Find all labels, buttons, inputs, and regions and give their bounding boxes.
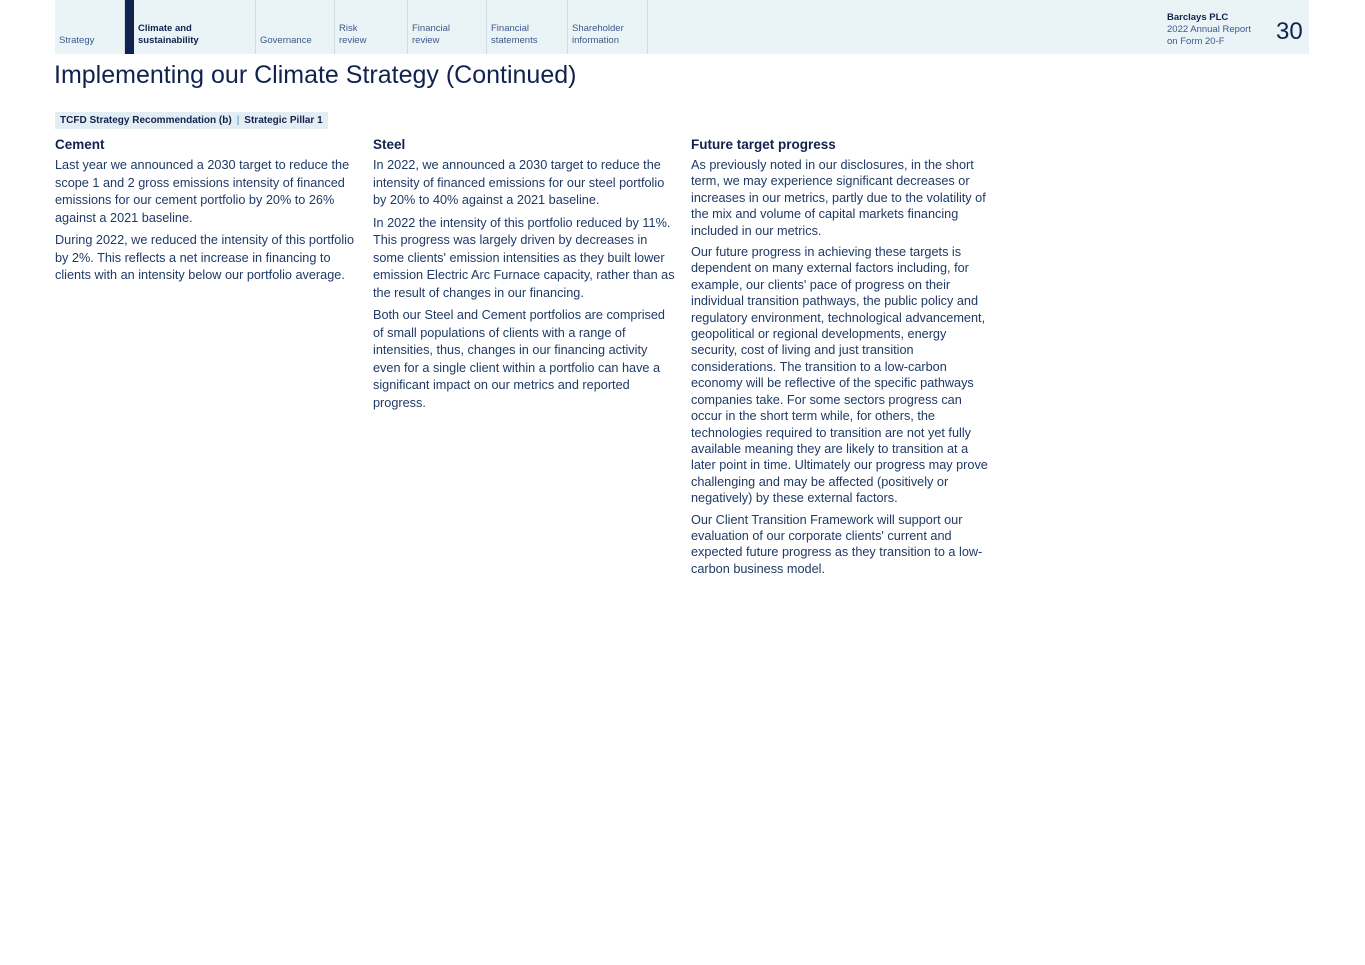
tag-separator: | — [236, 115, 240, 126]
section-navigation-bar — [55, 0, 1309, 54]
steel-heading: Steel — [373, 137, 406, 152]
report-title-line2: on Form 20-F — [1167, 36, 1225, 47]
future-target-progress-heading: Future target progress — [691, 137, 836, 152]
cement-column — [55, 136, 357, 290]
steel-paragraph-2: In 2022 the intensity of this portfolio reduced by 11%. This progress was largely driven by decreases in some clients' emission intensities as they built lower emission Electric Arc Furnace capacity, rather than as the result of changes in our financing. — [373, 215, 675, 300]
nav-tab-shareholder-information[interactable]: Shareholder information — [568, 0, 648, 54]
tcfd-tag — [55, 112, 328, 129]
cement-heading: Cement — [55, 137, 105, 152]
nav-tab-financial-review[interactable]: Financial review — [408, 0, 487, 54]
strategic-pillar-label: Strategic Pillar 1 — [244, 115, 323, 126]
steel-paragraph-3: Both our Steel and Cement portfolios are comprised of small populations of clients with a range of intensities, thus, changes in our financing activity even for a single client within a portfolio can have a significant impact on our metrics and reported progress. — [373, 308, 665, 410]
nav-tab-climate-and-sustainability[interactable]: Climate and sustainability — [125, 0, 256, 54]
future-paragraph-3: Our Client Transition Framework will support our evaluation of our corporate clients' current and expected future progress as they transition to a low-carbon business model. — [691, 512, 983, 576]
tcfd-recommendation-label: TCFD Strategy Recommendation (b) — [60, 115, 232, 126]
report-brand — [1167, 12, 1251, 48]
cement-paragraph-1: Last year we announced a 2030 target to reduce the scope 1 and 2 gross emissions intensity of financed emissions for our cement portfolio by 20% to 26% against a 2021 baseline. — [55, 158, 350, 225]
nav-tab-strategy[interactable]: Strategy — [55, 0, 125, 54]
nav-tab-risk-review[interactable]: Risk review — [335, 0, 408, 54]
company-name: Barclays PLC — [1167, 12, 1229, 23]
nav-tab-governance[interactable]: Governance — [256, 0, 335, 54]
page-number: 30 — [1276, 18, 1303, 45]
future-target-progress-column — [691, 136, 993, 582]
page-title: Implementing our Climate Strategy (Continued) — [54, 61, 577, 89]
steel-paragraph-1: In 2022, we announced a 2030 target to reduce the intensity of financed emissions for our steel portfolio by 20% to 40% against a 2021 baseline. — [373, 158, 665, 207]
future-paragraph-2: Our future progress in achieving these targets is dependent on many external factors including, for example, our clients' pace of progress on their individual transition pathways, the public policy and regulatory environment, technological advancement, geopolitical or regional developments, energy security, cost of living and just transition considerations. The transition to a low-carbon economy will be reflective of the specific pathways companies take. For some sectors progress can occur in the short term while, for others, the technologies required to transition are not yet fully available meaning they are likely to transition at a later point in time. Ultimately our progress may prove challenging and may be affected (positively or negatively) by these external factors. — [691, 245, 988, 506]
steel-column — [373, 136, 675, 417]
cement-paragraph-2: During 2022, we reduced the intensity of this portfolio by 2%. This reflects a net increase in financing to clients with an intensity below our portfolio average. — [55, 233, 355, 282]
future-paragraph-1: As previously noted in our disclosures, in the short term, we may experience significant decreases or increases in our metrics, partly due to the volatility of the mix and volume of capital markets financing included in our metrics. — [691, 158, 986, 238]
nav-tab-financial-statements[interactable]: Financial statements — [487, 0, 568, 54]
report-title-line1: 2022 Annual Report — [1167, 24, 1251, 35]
